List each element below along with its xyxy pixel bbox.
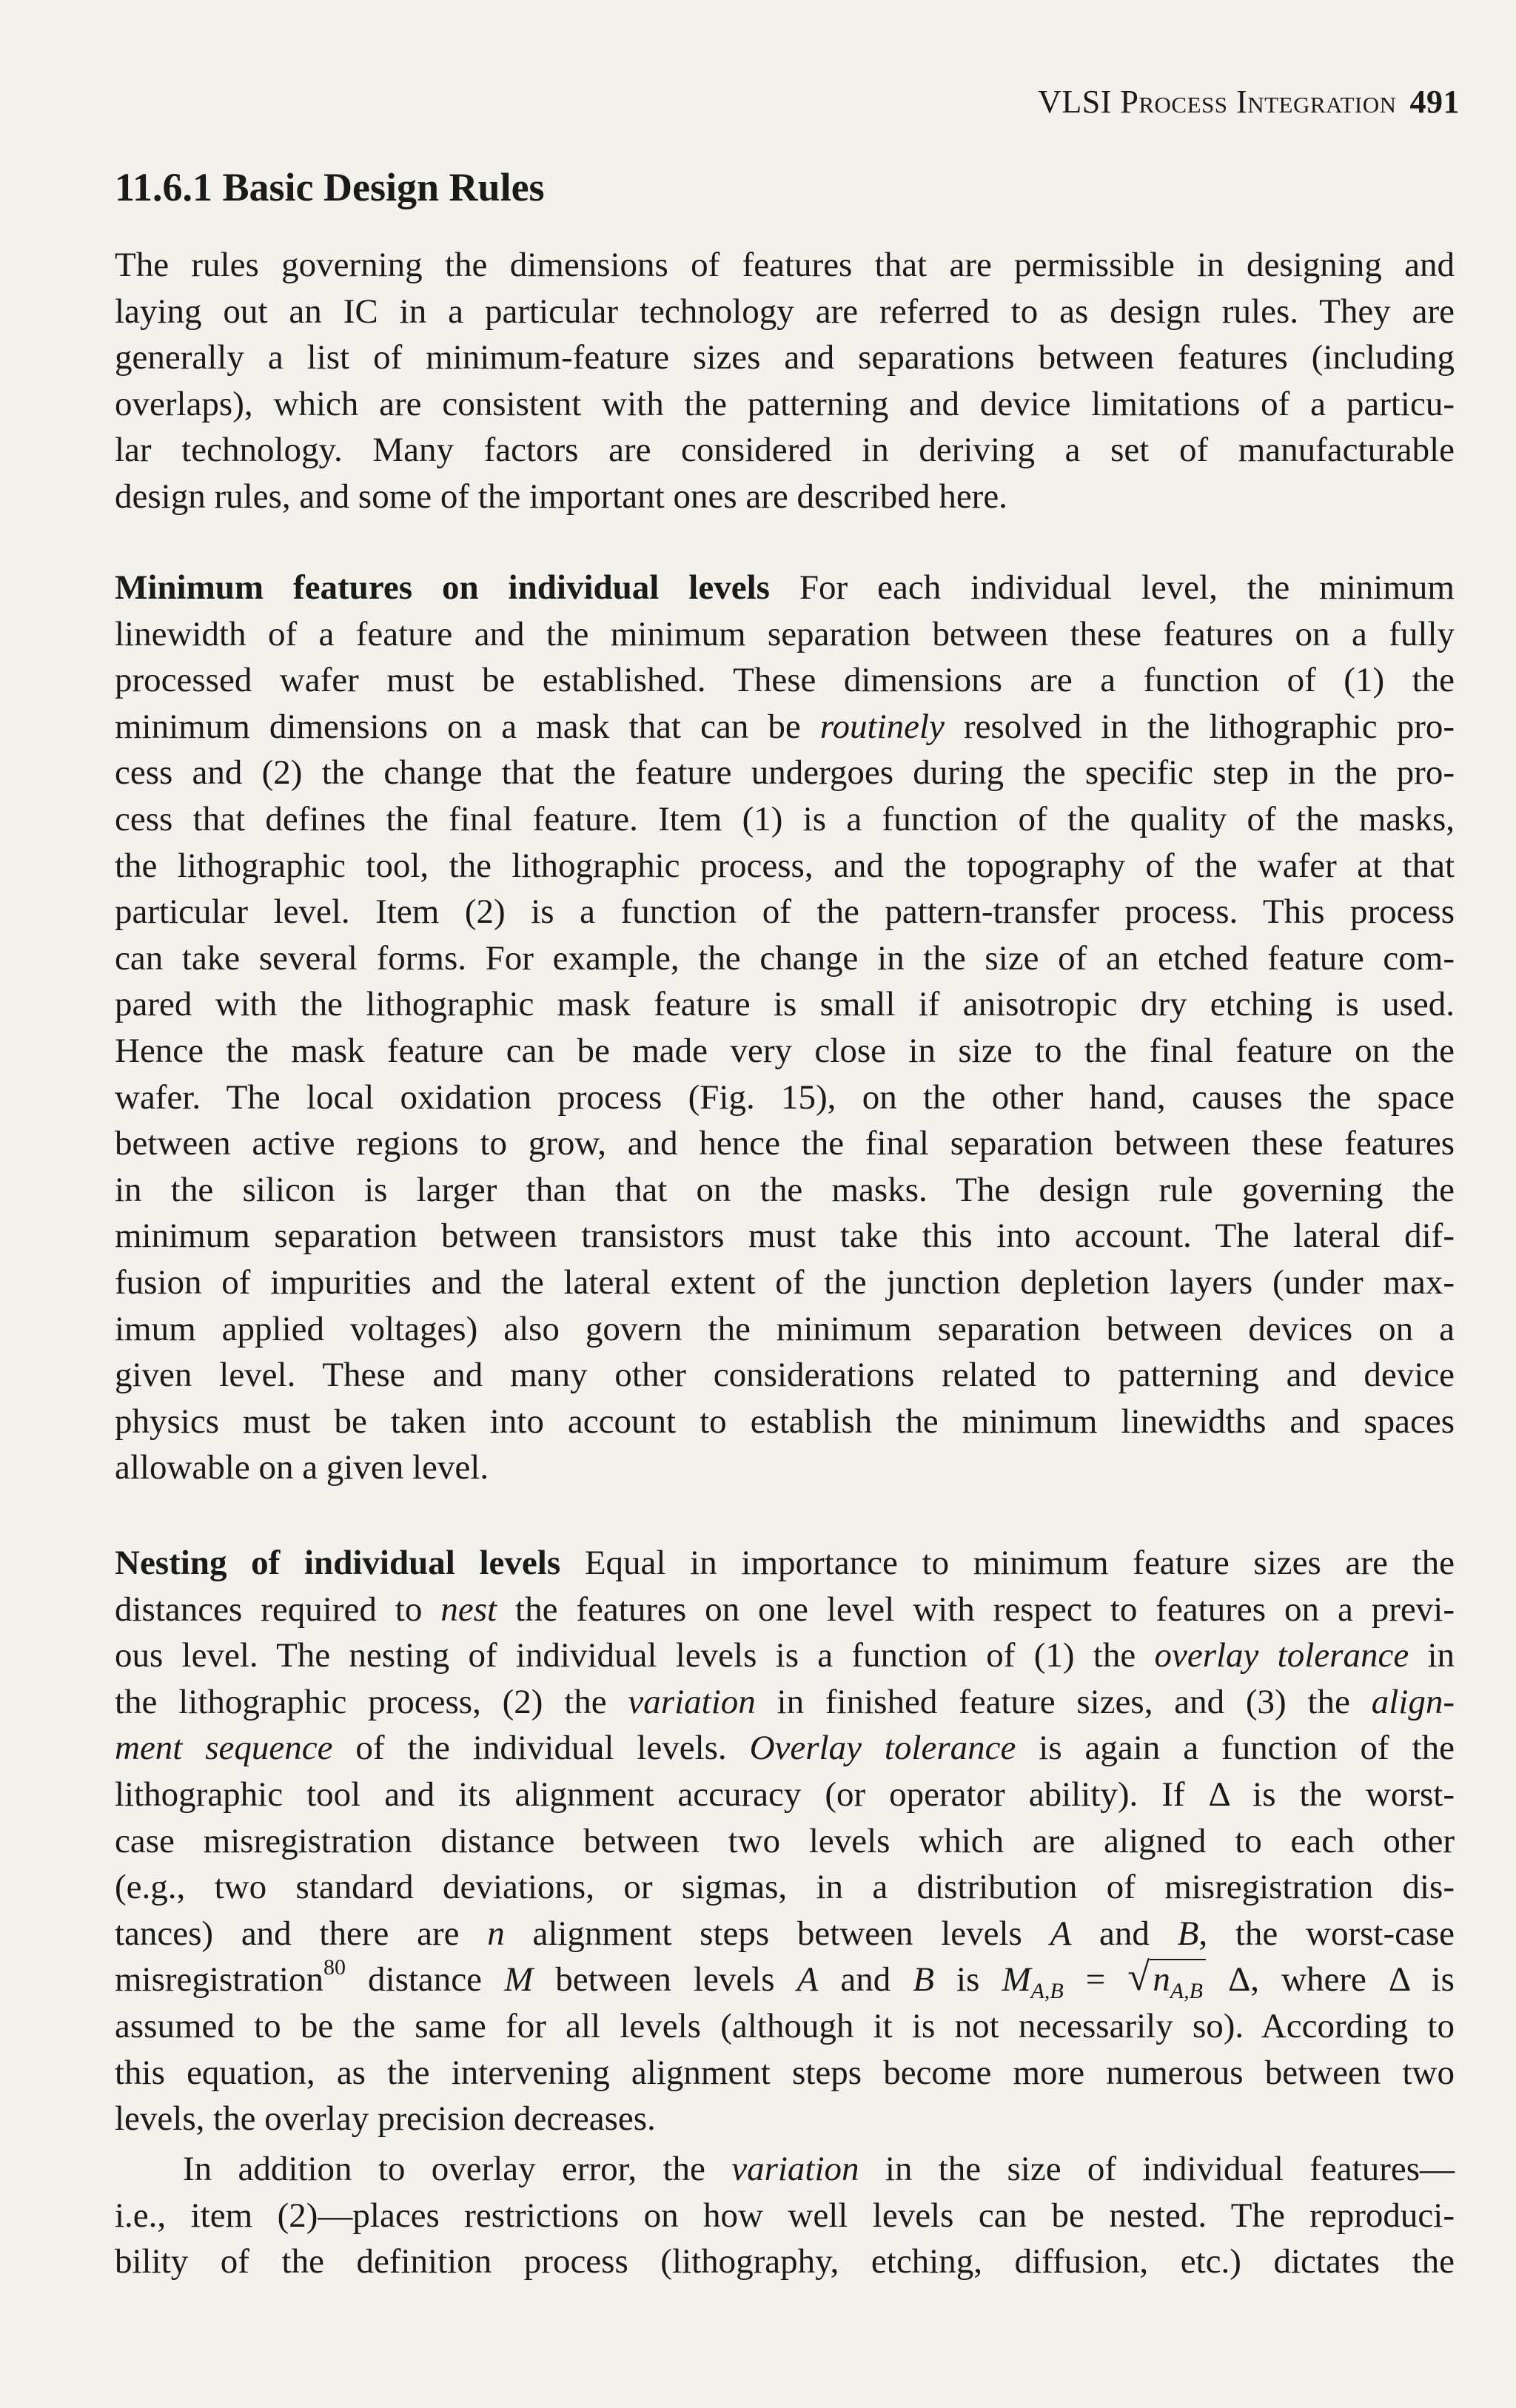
text-line: in the silicon is larger than that on the masks. The design rule governing the [115, 1170, 1455, 1209]
text-line: generally a list of minimum-feature sizes and separations between features (including [115, 338, 1455, 377]
text-line: assumed to be the same for all levels (although it is not necessarily so). According to [115, 2006, 1455, 2045]
text-line: i.e., item (2)—places restrictions on how well levels can be nested. The reproduci- [115, 2196, 1455, 2235]
text-line: physics must be taken into account to establish the minimum linewidths and spaces [115, 1402, 1455, 1441]
paragraph-minimum-features [115, 565, 1455, 1491]
text-line: lar technology. Many factors are considered in deriving a set of manufacturable [115, 431, 1455, 470]
text-line: bility of the definition process (lithography, etching, diffusion, etc.) dictates the [115, 2242, 1455, 2281]
text-line: can take several forms. For example, the change in the size of an etched feature com- [115, 938, 1455, 978]
text-line: wafer. The local oxidation process (Fig. 15), on the other hand, causes the space [115, 1077, 1455, 1117]
text-line: the lithographic process, (2) the variation in finished feature sizes, and (3) the align- [115, 1682, 1455, 1721]
runin-heading: Nesting of individual levels [115, 1544, 561, 1582]
text-line: this equation, as the intervening alignment steps become more numerous between two [115, 2053, 1455, 2092]
paragraph-variation [115, 2146, 1455, 2285]
text-line: the lithographic tool, the lithographic process, and the topography of the wafer at that [115, 846, 1455, 885]
text-line: overlaps), which are consistent with the patterning and device limitations of a particu- [115, 384, 1455, 423]
square-root: √ $n_{A,B}$ [1127, 1957, 1206, 2003]
text-line: lithographic tool and its alignment accuracy (or operator ability). If Δ is the worst- [115, 1775, 1455, 1814]
page-number: 491 [1409, 84, 1460, 120]
text-line: linewidth of a feature and the minimum separation between these features on a fully [115, 614, 1455, 653]
text-line: ment sequence of the individual levels. Overlay tolerance is again a function of the [115, 1729, 1455, 1768]
text-line: design rules, and some of the important ones are described here. [115, 477, 1007, 516]
text-line: cess and (2) the change that the feature undergoes during the specific step in the pro- [115, 753, 1455, 793]
text-line: levels, the overlay precision decreases. [115, 2099, 656, 2139]
text-line: ous level. The nesting of individual levels is a function of (1) the overlay tolerance in [115, 1636, 1455, 1675]
text-line: tances) and there are n alignment steps between levels A and B, the worst-case [115, 1914, 1455, 1953]
text-line: cess that defines the final feature. Item (1) is a function of the quality of the masks, [115, 799, 1455, 838]
equation: $M_{A,B}$ = √ $n_{A,B}$ [1002, 1960, 1206, 1999]
text-line: imum applied voltages) also govern the minimum separation between devices on a [115, 1309, 1455, 1348]
runin-heading: Minimum features on individual levels [115, 568, 770, 607]
text-line: fusion of impurities and the lateral extent of the junction depletion layers (under max- [115, 1262, 1455, 1302]
footnote-ref: 80 [323, 1955, 346, 1980]
text-line: In addition to overlay error, the variation in the size of individual features— [183, 2150, 1455, 2188]
text-line: between active regions to grow, and hence the final separation between these features [115, 1124, 1455, 1163]
text-line: allowable on a given level. [115, 1448, 489, 1487]
running-head-title: VLSI Process Integration [1038, 84, 1397, 120]
text-line: The rules governing the dimensions of features that are permissible in designing and [115, 246, 1455, 284]
running-head [1038, 83, 1460, 121]
text-line: laying out an IC in a particular technology are referred to as design rules. They are [115, 292, 1455, 331]
text-line: given level. These and many other considerations related to patterning and device [115, 1356, 1455, 1395]
text-line: Minimum features on individual levels For each individual level, the minimum [115, 568, 1455, 607]
text-line: pared with the lithographic mask feature is small if anisotropic dry etching is used. [115, 985, 1455, 1024]
radical-sign-icon: √ [1127, 1954, 1150, 2000]
section-heading: 11.6.1 Basic Design Rules [115, 165, 545, 209]
text-line: minimum dimensions on a mask that can be routinely resolved in the lithographic pro- [115, 707, 1455, 746]
text-line: distances required to nest the features on one level with respect to features on a previ- [115, 1590, 1455, 1629]
paragraph-nesting [115, 1540, 1455, 2142]
text-line: minimum separation between transistors must take this into account. The lateral dif- [115, 1217, 1455, 1256]
text-line: Nesting of individual levels Equal in importance to minimum feature sizes are the [115, 1544, 1455, 1582]
text-line: processed wafer must be established. These dimensions are a function of (1) the [115, 661, 1455, 700]
text-line: (e.g., two standard deviations, or sigmas, in a distribution of misregistration dis- [115, 1868, 1455, 1907]
text-line: Hence the mask feature can be made very close in size to the final feature on the [115, 1031, 1455, 1070]
text-line: misregistration$^{80}$ distance M between levels A and B is $M_{A,B}$ = √ $n_{A,B}$ Δ, where Δ is [115, 1954, 1455, 2004]
text-line: case misregistration distance between two levels which are aligned to each other [115, 1821, 1455, 1860]
text-line: particular level. Item (2) is a function of the pattern-transfer process. This process [115, 892, 1455, 932]
paragraph-intro [115, 242, 1455, 520]
